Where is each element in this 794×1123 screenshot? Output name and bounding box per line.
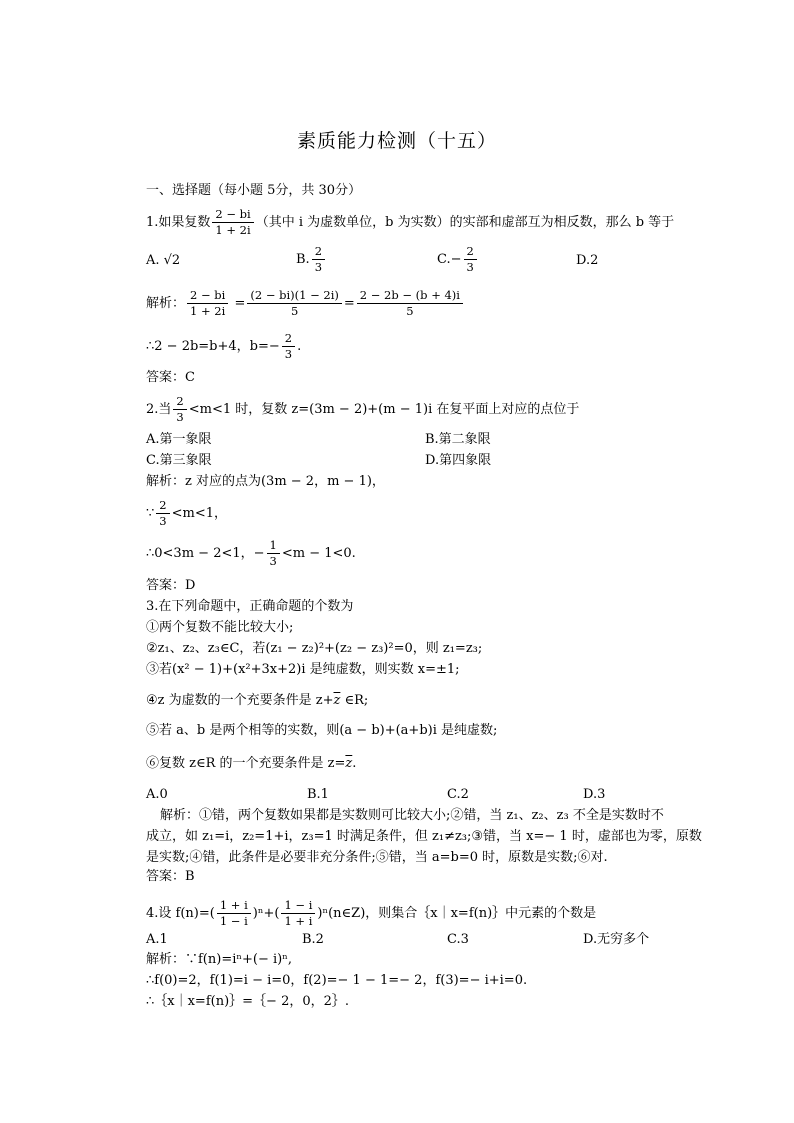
- question-3-statement-6: ⑥复数 z∈R 的一个充要条件是 $z=\overline{z}$.: [146, 756, 357, 771]
- question-1-step: ∴2 − 2b=b+4，b=− $\frac{2}{3}$ .: [146, 331, 302, 361]
- question-1-answer: 答案：C: [146, 370, 195, 385]
- question-1-option-c: C.− $\frac{2}{3}$: [437, 244, 479, 275]
- question-1-option-d: D.2: [576, 253, 599, 268]
- question-1-option-b: B. $\frac{2}{3}$: [296, 244, 327, 275]
- question-2-option-d: D.第四象限: [425, 453, 492, 468]
- question-4-option-a: A.1: [146, 932, 168, 947]
- question-3-solution-line-3: 是实数;④错，此条件是必要非充分条件;⑤错，当 a=b=0 时，原数是实数;⑥对.: [146, 850, 608, 865]
- question-2-solution: 解析：z 对应的点为(3m − 2，m − 1)，: [146, 474, 385, 489]
- question-3-statement-1: ①两个复数不能比较大小;: [146, 620, 294, 635]
- question-3-solution-line-2: 成立，如 z₁=i，z₂=1+i，z₃=1 时满足条件，但 z₁≠z₃;③错，当 x=− 1 时，虚部也为零，原数: [146, 829, 702, 844]
- question-3-option-a: A.0: [146, 787, 168, 802]
- section-heading: 一、选择题（每小题 5分，共 30分）: [146, 183, 362, 198]
- page-title: 素质能力检测（十五）: [296, 130, 497, 152]
- question-4-option-c: C.3: [447, 932, 469, 947]
- question-2-answer: 答案：D: [146, 578, 196, 593]
- question-3-statement-3: ③若(x² − 1)+(x²+3x+2)i 是纯虚数，则实数 x=±1;: [146, 662, 460, 677]
- question-4-step-1: ∴f(0)=2，f(1)=i − i=0，f(2)=− 1 − 1=− 2，f(3)=− i+i=0.: [146, 973, 528, 988]
- question-3-statement-5: ⑤若 a、b 是两个相等的实数，则(a − b)+(a+b)i 是纯虚数;: [146, 723, 498, 738]
- question-2-option-b: B.第二象限: [425, 432, 491, 447]
- question-2-stem: 2.当 $\frac{2}{3}$ <m<1 时，复数 z=(3m − 2)+(m − 1)i 在复平面上对应的点位于: [146, 394, 580, 424]
- question-2-therefore: ∴0<3m − 2<1，− $\frac{1}{3}$ <m − 1<0.: [146, 538, 356, 568]
- question-1-stem: 1.如果复数 $\frac{2 - bi}{1 + 2i}$ （其中 i 为虚数单位，b 为实数）的实部和虚部互为相反数，那么 b 等于: [146, 207, 675, 237]
- question-3-statement-4: ④z 为虚数的一个充要条件是 $z+\overline{z}$ ∈R;: [146, 693, 369, 708]
- question-3-statement-2: ②z₁、z₂、z₃∈C，若(z₁ − z₂)²+(z₂ − z₃)²=0，则 z₁=z₃;: [146, 641, 483, 656]
- question-4-stem: 4.设 f(n)=( $\frac{1 + i}{1 - i}$ )ⁿ+( $\frac{1 - i}{1 + i}$ )ⁿ(n∈Z)，则集合｛x｜x=f(n)｝中元素的个数是: [146, 898, 597, 928]
- question-1-solution: 解析： $\frac{2 - bi}{1 + 2i}$ = $\frac{(2 - bi)(1 - 2i)}{5}$ = $\frac{2 - 2b - (b + 4)i}{5}$: [146, 288, 465, 319]
- question-4-option-d: D.无穷多个: [583, 932, 650, 947]
- question-4-solution: 解析：∵f(n)=iⁿ+(− i)ⁿ,: [146, 952, 292, 967]
- question-3-option-c: C.2: [447, 787, 469, 802]
- question-3-option-d: D.3: [583, 787, 606, 802]
- question-1-option-a: A. √2: [146, 253, 181, 268]
- question-3-answer: 答案：B: [146, 869, 195, 884]
- question-2-because: ∵ $\frac{2}{3}$ <m<1，: [146, 498, 227, 528]
- fraction: $\frac{2 - bi}{1 + 2i}$: [212, 207, 253, 238]
- question-4-option-b: B.2: [302, 932, 324, 947]
- question-3-option-b: B.1: [307, 787, 329, 802]
- question-3-stem: 3.在下列命题中，正确命题的个数为: [146, 599, 354, 614]
- question-3-solution-line-1: 解析：①错，两个复数如果都是实数则可比较大小;②错，当 z₁、z₂、z₃ 不全是实数时不: [160, 808, 664, 823]
- question-2-option-c: C.第三象限: [146, 453, 212, 468]
- question-2-option-a: A.第一象限: [146, 432, 212, 447]
- question-4-step-2: ∴｛x｜x=f(n)｝=｛− 2，0，2｝.: [146, 994, 350, 1009]
